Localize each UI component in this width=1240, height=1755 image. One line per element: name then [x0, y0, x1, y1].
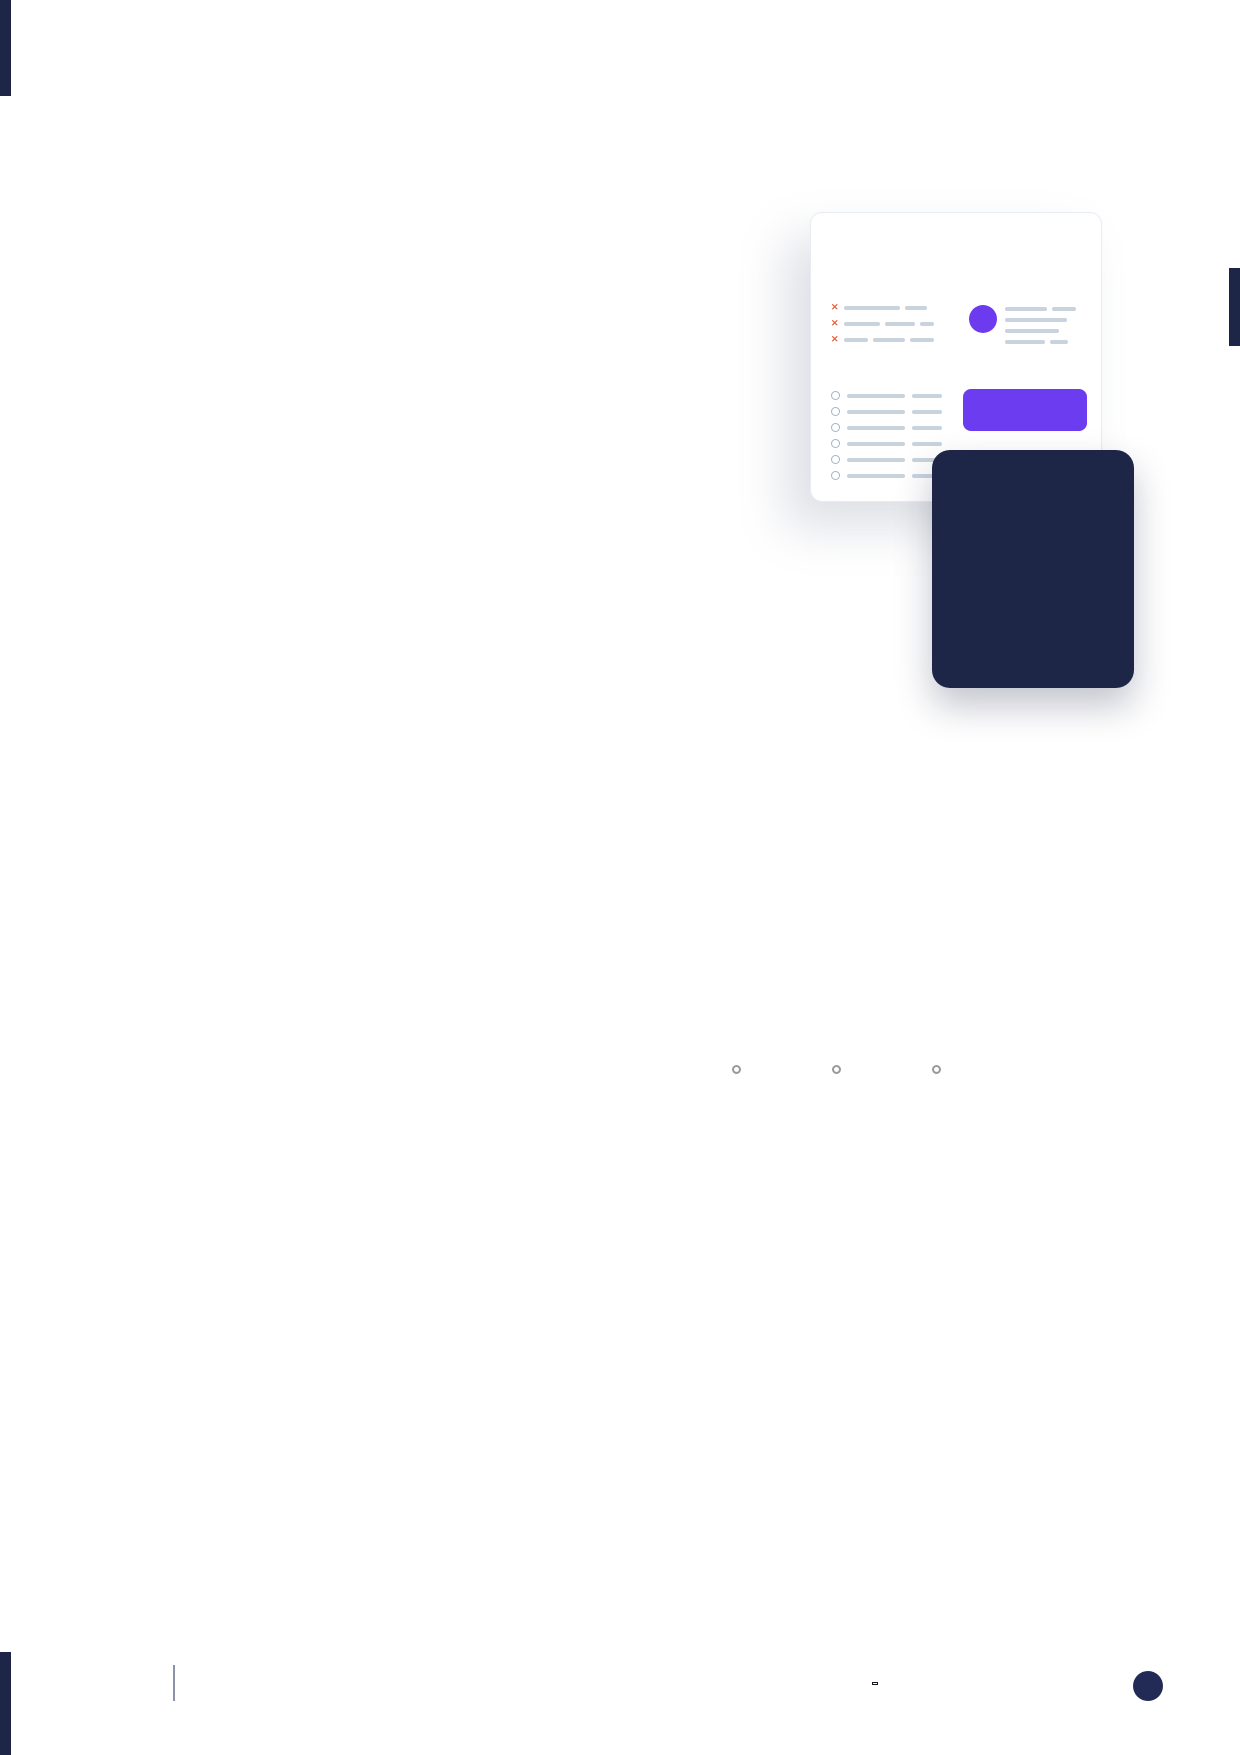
avatar — [969, 305, 997, 333]
reason-options-list — [831, 391, 942, 487]
reason-option — [831, 423, 942, 432]
legend-item-month-2 — [832, 1060, 906, 1074]
footer-link[interactable] — [872, 1672, 878, 1690]
skeleton-row — [1005, 318, 1076, 322]
skeleton-bar — [885, 322, 915, 326]
reason-option — [831, 455, 942, 464]
radio-icon — [831, 471, 840, 480]
page-edge-mark — [0, 0, 11, 96]
lose-item — [831, 319, 934, 328]
skeleton-bar — [847, 474, 905, 478]
legend-item-month-1 — [732, 1060, 806, 1074]
skeleton-bar — [847, 410, 905, 414]
skeleton-row — [1005, 307, 1076, 311]
legend-item-month-3 — [932, 1060, 1006, 1074]
skeleton-bar — [1005, 340, 1045, 344]
skeleton-bar — [847, 442, 905, 446]
skeleton-row — [1005, 329, 1076, 333]
skeleton-bar — [920, 322, 934, 326]
testimonial-skeleton — [1005, 307, 1076, 351]
legend-marker-icon — [832, 1065, 841, 1074]
nevermind-button — [963, 389, 1087, 431]
skeleton-bar — [844, 306, 900, 310]
skeleton-bar — [847, 426, 905, 430]
vital-proteins-stat-card — [932, 450, 1134, 688]
radio-icon — [831, 423, 840, 432]
radio-icon — [831, 391, 840, 400]
reason-option — [831, 471, 942, 480]
x-mark-icon: ✕ — [831, 318, 839, 328]
skeleton-bar — [910, 338, 934, 342]
skeleton-bar — [1005, 318, 1067, 322]
lose-list — [831, 303, 934, 351]
reason-option — [831, 391, 942, 400]
footer-divider — [173, 1665, 175, 1701]
chart-legend — [732, 1060, 1006, 1074]
legend-marker-icon — [732, 1065, 741, 1074]
reason-option — [831, 407, 942, 416]
skeleton-bar — [912, 394, 942, 398]
lose-item — [831, 335, 934, 344]
radio-icon — [831, 407, 840, 416]
skeleton-bar — [905, 306, 927, 310]
skeleton-bar — [844, 322, 880, 326]
page-edge-mark — [1229, 268, 1240, 346]
skeleton-bar — [912, 442, 942, 446]
lose-item — [831, 303, 934, 312]
skeleton-bar — [1005, 307, 1047, 311]
retention-area-chart — [140, 1140, 1180, 1560]
skeleton-bar — [1052, 307, 1076, 311]
skeleton-row — [1005, 340, 1076, 344]
skeleton-bar — [873, 338, 905, 342]
footer-link-url[interactable] — [872, 1682, 878, 1685]
skeleton-bar — [847, 458, 905, 462]
page-edge-mark — [0, 1652, 11, 1755]
skeleton-bar — [847, 394, 905, 398]
skeleton-bar — [912, 410, 942, 414]
radio-icon — [831, 439, 840, 448]
x-mark-icon: ✕ — [831, 302, 839, 312]
page-number-badge — [1133, 1671, 1163, 1701]
legend-marker-icon — [932, 1065, 941, 1074]
skeleton-bar — [844, 338, 868, 342]
skeleton-bar — [912, 426, 942, 430]
radio-icon — [831, 455, 840, 464]
x-mark-icon: ✕ — [831, 334, 839, 344]
skeleton-bar — [1050, 340, 1068, 344]
reason-option — [831, 439, 942, 448]
skeleton-bar — [1005, 329, 1059, 333]
